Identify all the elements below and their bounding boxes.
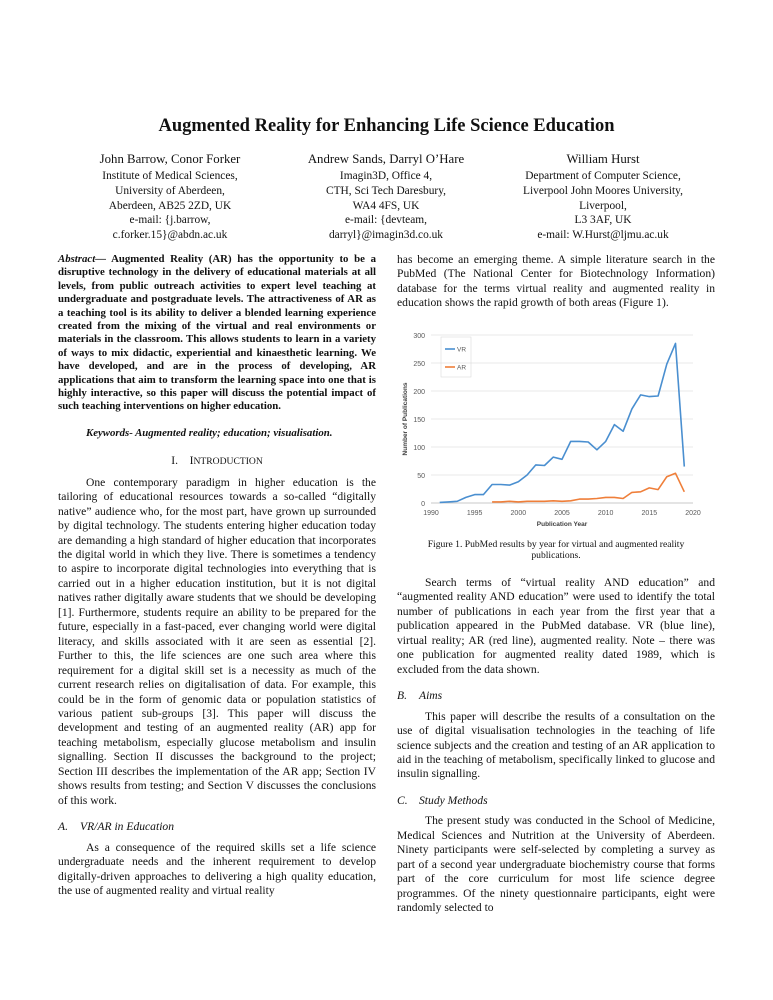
- author-affiliation-line: Institute of Medical Sciences,: [102, 170, 238, 182]
- abstract-label: Abstract—: [58, 253, 106, 265]
- data-point-vr: [657, 395, 658, 396]
- data-point-ar: [500, 501, 501, 502]
- data-point-vr: [518, 481, 519, 482]
- section-number: I.: [171, 454, 178, 468]
- legend-label-ar: AR: [457, 364, 467, 372]
- data-point-vr: [465, 497, 466, 498]
- data-point-vr: [623, 431, 624, 432]
- data-point-ar: [588, 498, 589, 499]
- author-affiliation-line: Liverpool,: [579, 199, 627, 212]
- data-point-vr: [500, 484, 501, 485]
- data-point-ar: [570, 500, 571, 501]
- data-point-vr: [631, 408, 632, 409]
- author-email-line: e-mail: {j.barrow,: [129, 214, 211, 227]
- figure-1: [397, 325, 715, 535]
- data-point-vr: [605, 441, 606, 442]
- y-axis-label: Number of Publications: [402, 382, 409, 456]
- x-tick-label: 2000: [510, 509, 527, 517]
- data-point-vr: [457, 501, 458, 502]
- x-tick-label: 1995: [466, 509, 483, 517]
- subsection-title: VR/AR in Education: [80, 820, 175, 834]
- section-title-rest: NTRODUCTION: [193, 456, 263, 468]
- data-point-ar: [666, 476, 667, 477]
- data-point-vr: [588, 441, 589, 442]
- data-point-ar: [579, 498, 580, 499]
- data-point-vr: [492, 484, 493, 485]
- y-tick-label: 100: [413, 444, 425, 452]
- author-names: John Barrow, Conor Forker: [99, 152, 241, 166]
- author-affiliation-line: Liverpool John Moores University,: [523, 184, 683, 197]
- data-point-ar: [561, 501, 562, 502]
- data-point-ar: [675, 473, 676, 474]
- author-email-line: darryl}@imagin3d.co.uk: [328, 229, 444, 242]
- publications-line-chart: [397, 325, 715, 535]
- data-point-vr: [439, 502, 440, 503]
- author-affiliation-line: L3 3AF, UK: [574, 214, 632, 227]
- author-block-3: [483, 151, 723, 243]
- x-tick-label: 2015: [641, 509, 658, 517]
- data-point-ar: [544, 501, 545, 502]
- author-block-1: [50, 151, 290, 243]
- author-affiliation-line: University of Aberdeen,: [115, 184, 225, 197]
- subsection-title: Study Methods: [419, 793, 488, 807]
- author-affiliation-line: CTH, Sci Tech Daresbury,: [325, 184, 447, 197]
- author-email-line: e-mail: W.Hurst@ljmu.ac.uk: [537, 229, 669, 242]
- data-point-vr: [526, 474, 527, 475]
- series-line-vr: [440, 343, 685, 502]
- legend-box: [441, 337, 471, 377]
- abstract: [58, 253, 376, 414]
- paragraph-study-methods: The present study was conducted in the School of Medicine, Medical Sciences and Nutrition at the University of Aberdeen. Ninety participants were self-selected by completing a survey as part of a second year undergraduate biochemistry course that forms part of the core curriculum for most life science degree programmes. Of the ninety questionnaire participants, eight were randomly selected to: [397, 814, 715, 915]
- x-tick-label: 2020: [685, 509, 701, 517]
- data-point-vr: [535, 464, 536, 465]
- paragraph-vr-ar: As a consequence of the required skills set a life science undergraduate needs and the inherent requirement to develop digitally-driven approaches to delivering a high quality education, the use of augmented reality and virtual reality: [58, 840, 376, 897]
- author-affiliation-line: Imagin3D, Office 4,: [339, 170, 433, 182]
- data-point-vr: [579, 441, 580, 442]
- y-tick-label: 0: [421, 500, 425, 508]
- data-point-vr: [553, 456, 554, 457]
- data-point-vr: [640, 394, 641, 395]
- author-names: Andrew Sands, Darryl O’Hare: [307, 152, 465, 166]
- x-axis-label: Publication Year: [536, 520, 588, 528]
- y-tick-label: 250: [413, 360, 425, 368]
- author-email-line: c.forker.15}@abdn.ac.uk: [112, 229, 228, 242]
- data-point-ar: [518, 501, 519, 502]
- x-tick-label: 2010: [597, 509, 614, 517]
- data-point-vr: [614, 424, 615, 425]
- subsection-heading-vr-ar: [58, 820, 376, 834]
- paragraph-introduction: One contemporary paradigm in higher education is the tailoring of educational resources towards a so-called “digitally native” audience who, for the most part, have grown up surrounded by digital technology. The students entering higher education today are demanding a high standard of higher education that incorporates the digital world in which they live. There is sometimes a tendency to aspire to incorporate digital technologies into everything that is carried out in a higher education institution, but it is not digital natives rather digitally aware students that we should be developing [1]. Furthermore, students require an ability to be prepared for the future, especially in a fast-paced, ever changing world were digital literacy, and skills associated with it are seen as essential [2]. Further to this, the life sciences are one such area where this requirement for a digital skill set is a necessity as much of the current research relies on digitalisation of data. For example, this could be in the form of genomic data or population statistics of various patient sub-groups [3]. This paper will discuss the development and testing of an augmented reality (AR) app for teaching metabolism, especially glucose metabolism and insulin signalling. Section II discusses the background to the project; Section III describes the implementation of the AR app; Section IV shows results from testing; and Section V discusses the conclusions of this work.: [58, 475, 376, 807]
- y-tick-label: 300: [413, 332, 425, 340]
- left-column: [58, 253, 376, 898]
- paper-title: Augmented Reality for Enhancing Life Science Education: [158, 116, 615, 136]
- author-names: William Hurst: [566, 152, 640, 166]
- data-point-ar: [535, 501, 536, 502]
- data-point-vr: [474, 494, 475, 495]
- data-point-ar: [684, 491, 685, 492]
- data-point-ar: [509, 501, 510, 502]
- author-affiliation-line: Department of Computer Science,: [525, 170, 681, 182]
- subsection-letter: A.: [58, 820, 68, 834]
- x-tick-label: 1990: [423, 509, 439, 517]
- data-point-ar: [631, 492, 632, 493]
- data-point-vr: [684, 466, 685, 467]
- figure-caption: Figure 1. PubMed results by year for virtual and augmented reality publications.: [427, 538, 685, 562]
- section-heading-introduction: [58, 454, 376, 469]
- legend-label-vr: VR: [457, 346, 467, 354]
- data-point-ar: [649, 487, 650, 488]
- data-point-ar: [553, 500, 554, 501]
- data-point-vr: [544, 465, 545, 466]
- data-point-vr: [483, 494, 484, 495]
- series-line-ar: [492, 473, 684, 502]
- data-point-ar: [623, 498, 624, 499]
- data-point-ar: [596, 498, 597, 499]
- abstract-text: Augmented Reality (AR) has the opportunity to be a disruptive technology in the delivery of educational materials at all levels, from public outreach activities to expert level teaching at undergraduate and postgraduate levels. The attractiveness of AR as a teaching tool is its ability to deliver a blended learning experience created from the mixing of the virtual and real environments or materials in the classroom. This allows students to learn in a variety of ways to mix didactic, experiential and kinaesthetic learning. We have developed, and are in the process of developing, AR applications that aim to transform the learning space into one that is highly interactive, so this paper will discuss the potential impact of such teaching interventions on higher education.: [58, 253, 376, 413]
- subsection-heading-study-methods: [397, 794, 715, 808]
- paragraph-continued: has become an emerging theme. A simple literature search in the PubMed (The National Center for Biotechnology Information) database for the terms virtual reality and augmented reality in education shows the rapid growth of both areas (Figure 1).: [397, 253, 715, 310]
- data-point-vr: [675, 343, 676, 344]
- data-point-ar: [614, 497, 615, 498]
- subsection-letter: C.: [397, 793, 408, 807]
- paragraph-search-terms: Search terms of “virtual reality AND education” and “augmented reality AND education” were used to identify the total number of publications in each year from the first year that a publication appeared in the PubMed database. VR (blue line), virtual reality; AR (red line), augmented reality. Note – there was one publication for augmented reality dated 1989, which is excluded from the data shown.: [397, 576, 715, 676]
- data-point-ar: [657, 489, 658, 490]
- data-point-ar: [492, 501, 493, 502]
- section-title-initial: I: [189, 454, 194, 468]
- paragraph-aims: This paper will describe the results of a consultation on the use of digital visualisation technologies in the teaching of life science subjects and the creation and testing of an AR application to aid in the teaching of metabolism, specifically linked to glucose and insulin signalling.: [397, 709, 715, 781]
- data-point-vr: [596, 449, 597, 450]
- author-affiliation-line: WA4 4FS, UK: [352, 199, 420, 212]
- data-point-vr: [561, 459, 562, 460]
- right-column: [397, 253, 715, 916]
- author-affiliation-line: Aberdeen, AB25 2ZD, UK: [108, 199, 232, 212]
- keywords: Keywords- Augmented reality; education; visualisation.: [86, 426, 333, 439]
- data-point-ar: [640, 491, 641, 492]
- author-email-line: e-mail: {devteam,: [344, 214, 427, 227]
- x-tick-label: 2005: [554, 509, 570, 517]
- subsection-title: Aims: [419, 689, 443, 703]
- data-point-ar: [605, 497, 606, 498]
- data-point-vr: [509, 484, 510, 485]
- data-point-vr: [448, 501, 449, 502]
- subsection-letter: B.: [397, 689, 407, 703]
- author-block-2: [266, 151, 506, 243]
- data-point-ar: [526, 501, 527, 502]
- subsection-heading-aims: [397, 689, 715, 703]
- y-tick-label: 50: [417, 472, 425, 480]
- y-tick-label: 150: [413, 416, 425, 424]
- y-tick-label: 200: [413, 388, 425, 396]
- data-point-vr: [649, 396, 650, 397]
- data-point-vr: [666, 363, 667, 364]
- data-point-vr: [570, 441, 571, 442]
